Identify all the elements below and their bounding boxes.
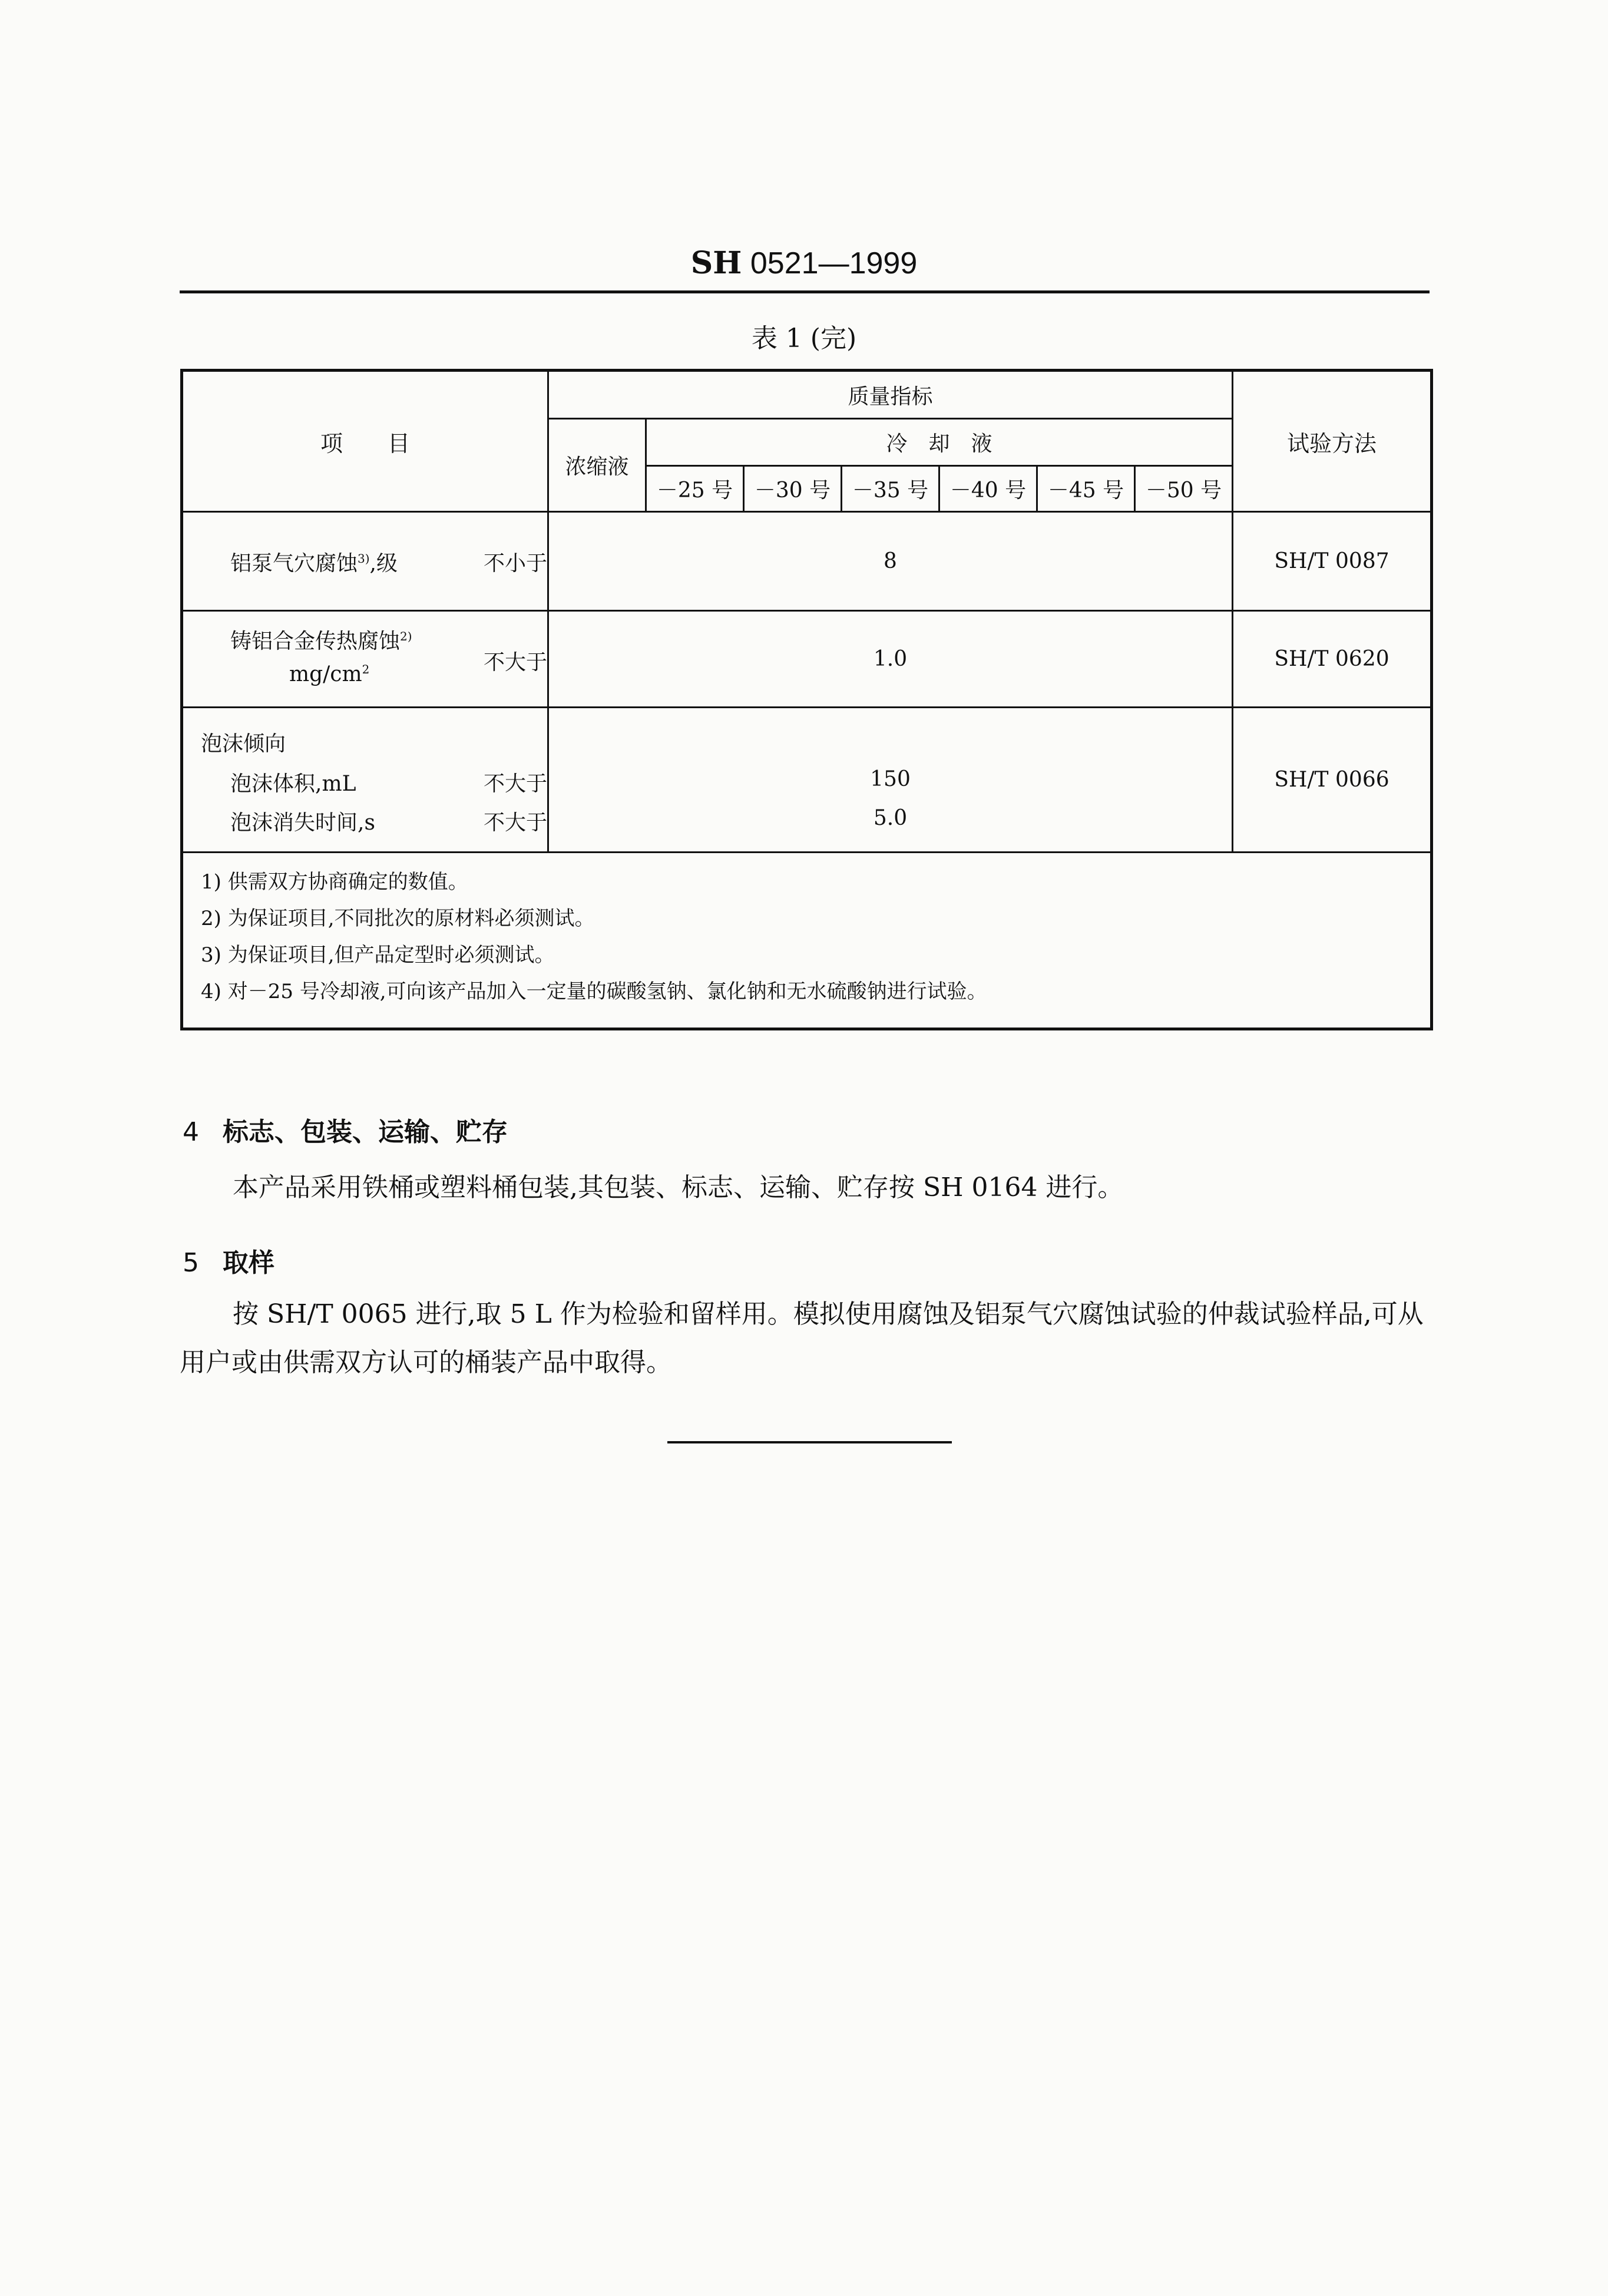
header-coolant: 冷 却 液 (646, 419, 1233, 466)
standard-number: 0521—1999 (750, 246, 918, 280)
limit-label: 不小于 (483, 551, 547, 576)
method-cell: SH/T 0620 (1233, 611, 1432, 708)
value-foam-volume: 150 (870, 767, 911, 791)
item-cell (182, 512, 548, 611)
spec-table (180, 369, 1433, 1030)
header-method: 试验方法 (1233, 371, 1432, 512)
item-unit: $mg/cm^2$ (289, 662, 370, 686)
section-heading: 5 取样 (183, 1248, 274, 1278)
footnote: 2) 为保证项目,不同批次的原材料必须测试。 (201, 907, 595, 930)
notes-cell (182, 853, 1432, 1029)
standard-code-prefix: SH (690, 245, 742, 281)
section-paragraph: 本产品采用铁桶或塑料桶包装,其包装、标志、运输、贮存按 SH 0164 进行。 (233, 1172, 1124, 1202)
item-name: 铝泵气穴腐蚀$^{3)}$,级 (230, 551, 398, 576)
footnote: 4) 对－25 号冷却液,可向该产品加入一定量的碳酸氢钠、氯化钠和无水硫酸钠进行试验。 (201, 980, 987, 1003)
method-cell: SH/T 0087 (1233, 512, 1432, 611)
table-caption: 表 1 (完) (751, 323, 857, 354)
grade-header: －45 号 (1037, 466, 1135, 512)
footnote: 1) 供需双方协商确定的数值。 (201, 870, 468, 894)
item-cell (182, 708, 548, 853)
grade-header: －25 号 (646, 466, 744, 512)
value-cell (548, 708, 1233, 853)
header-item: 项 目 (182, 371, 548, 512)
page-header (0, 243, 1608, 284)
item-cell (182, 611, 548, 708)
grade-header: －50 号 (1135, 466, 1233, 512)
value-cell: 8 (548, 512, 1233, 611)
header-concentrate: 浓缩液 (548, 419, 646, 512)
end-rule (667, 1441, 952, 1443)
header-rule (180, 290, 1430, 293)
item-name: 泡沫体积,mL (230, 772, 356, 796)
grade-header: －30 号 (744, 466, 842, 512)
method-cell: SH/T 0066 (1233, 708, 1432, 853)
value-foam-time: 5.0 (873, 806, 908, 830)
notes-row (182, 853, 1432, 1029)
header-quality: 质量指标 (548, 371, 1233, 419)
table-row (182, 708, 1432, 853)
item-name: 铸铝合金传热腐蚀$^{2)}$ (230, 629, 412, 653)
limit-label: 不大于 (483, 772, 547, 796)
section-paragraph: 按 SH/T 0065 进行,取 5 L 作为检验和留样用。模拟使用腐蚀及铝泵气穴腐蚀试验的仲裁试验样品,可从用户或由供需双方认可的桶装产品中取得。 (180, 1299, 1424, 1377)
footnote: 3) 为保证项目,但产品定型时必须测试。 (201, 943, 555, 967)
item-name: 泡沫消失时间,s (230, 811, 375, 835)
table-row (182, 611, 1432, 708)
table-row (182, 512, 1432, 611)
grade-header: －35 号 (842, 466, 939, 512)
grade-header: －40 号 (939, 466, 1037, 512)
limit-label: 不大于 (483, 811, 547, 835)
limit-label: 不大于 (483, 650, 547, 675)
value-cell: 1.0 (548, 611, 1233, 708)
item-group: 泡沫倾向 (201, 732, 286, 756)
section-heading: 4 标志、包装、运输、贮存 (183, 1117, 508, 1147)
